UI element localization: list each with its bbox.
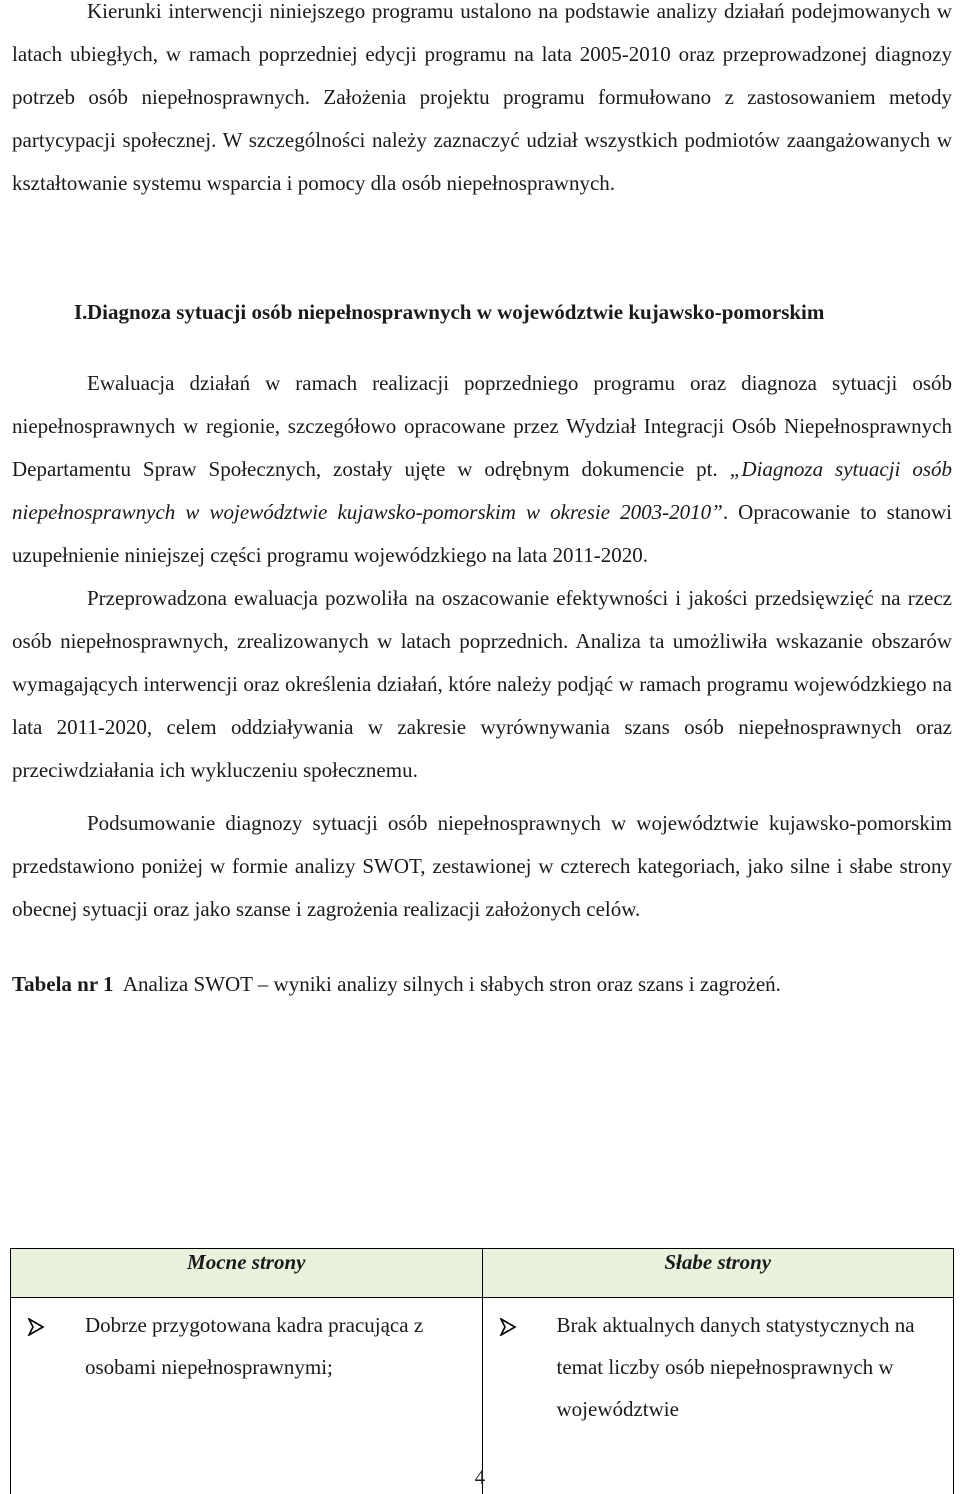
document-page: [12, 0, 952, 1006]
section-number: I.: [12, 291, 87, 334]
arrowhead-bullet-icon: [27, 1304, 85, 1388]
evaluation-paragraph: [12, 362, 952, 577]
page-number: 4: [0, 1465, 960, 1490]
strengths-header: Mocne strony: [11, 1249, 483, 1298]
swot-table: [10, 1248, 954, 1494]
strength-text: Dobrze przygotowana kadra pracująca z osobami niepełnosprawnymi;: [85, 1304, 472, 1388]
evaluation-text-end: . Opracowanie to stanowi uzupełnienie niniejszej części programu wojewódzkiego na lata 2011-2020.: [12, 500, 952, 567]
section-title: Diagnoza sytuacji osób niepełnosprawnych w województwie kujawsko-pomorskim: [87, 291, 952, 334]
section-heading: [12, 291, 952, 334]
weakness-text: Brak aktualnych danych statystycznych na temat liczby osób niepełnosprawnych w województwie: [557, 1304, 944, 1430]
evaluation-text-start: Ewaluacja działań w ramach realizacji poprzedniego programu oraz diagnoza sytuacji osób niepełnosprawnych w regionie, szczegółowo opracowane przez Wydział Integracji Osób Niepełnosprawnych Departamentu Spraw Społecznych, zostały ujęte w odrębnym dokumencie pt.: [12, 371, 952, 481]
swot-header-row: [11, 1249, 954, 1298]
weaknesses-header: Słabe strony: [482, 1249, 954, 1298]
table-label: Tabela nr 1: [12, 972, 114, 996]
strength-item: [27, 1304, 472, 1388]
assessment-paragraph: Przeprowadzona ewaluacja pozwoliła na oszacowanie efektywności i jakości przedsięwzięć na rzecz osób niepełnosprawnych, zrealizowanych w latach poprzednich. Analiza ta umożliwiła wskazanie obszarów wymagających interwencji oraz określenia działań, które należy podjąć w ramach programu wojewódzkiego na lata 2011-2020, celem oddziaływania w zakresie wyrównywania szans osób niepełnosprawnych oraz przeciwdziałania ich wykluczeniu społecznemu.: [12, 577, 952, 792]
intro-paragraph: Kierunki interwencji niniejszego programu ustalono na podstawie analizy działań podejmowanych w latach ubiegłych, w ramach poprzedniej edycji programu na lata 2005-2010 oraz przeprowadzonej diagnozy potrzeb osób niepełnosprawnych. Założenia projektu programu formułowano z zastosowaniem metody partycypacji społecznej. W szczególności należy zaznaczyć udział wszystkich podmiotów zaangażowanych w kształtowanie systemu wsparcia i pomocy dla osób niepełnosprawnych.: [12, 0, 952, 205]
table-caption-text: Analiza SWOT – wyniki analizy silnych i słabych stron oraz szans i zagrożeń.: [123, 972, 781, 996]
summary-paragraph: Podsumowanie diagnozy sytuacji osób niepełnosprawnych w województwie kujawsko-pomorskim przedstawiono poniżej w formie analizy SWOT, zestawionej w czterech kategoriach, jako silne i słabe strony obecnej sytuacji oraz jako szanse i zagrożenia realizacji założonych celów.: [12, 802, 952, 931]
document-title-italic: „Diagnoza sytuacji osób niepełnosprawnych w województwie kujawsko-pomorskim w okresie 2003-2010”: [12, 457, 952, 524]
arrowhead-bullet-icon: [499, 1304, 557, 1430]
table-caption: [12, 963, 952, 1006]
weakness-item: [499, 1304, 944, 1430]
